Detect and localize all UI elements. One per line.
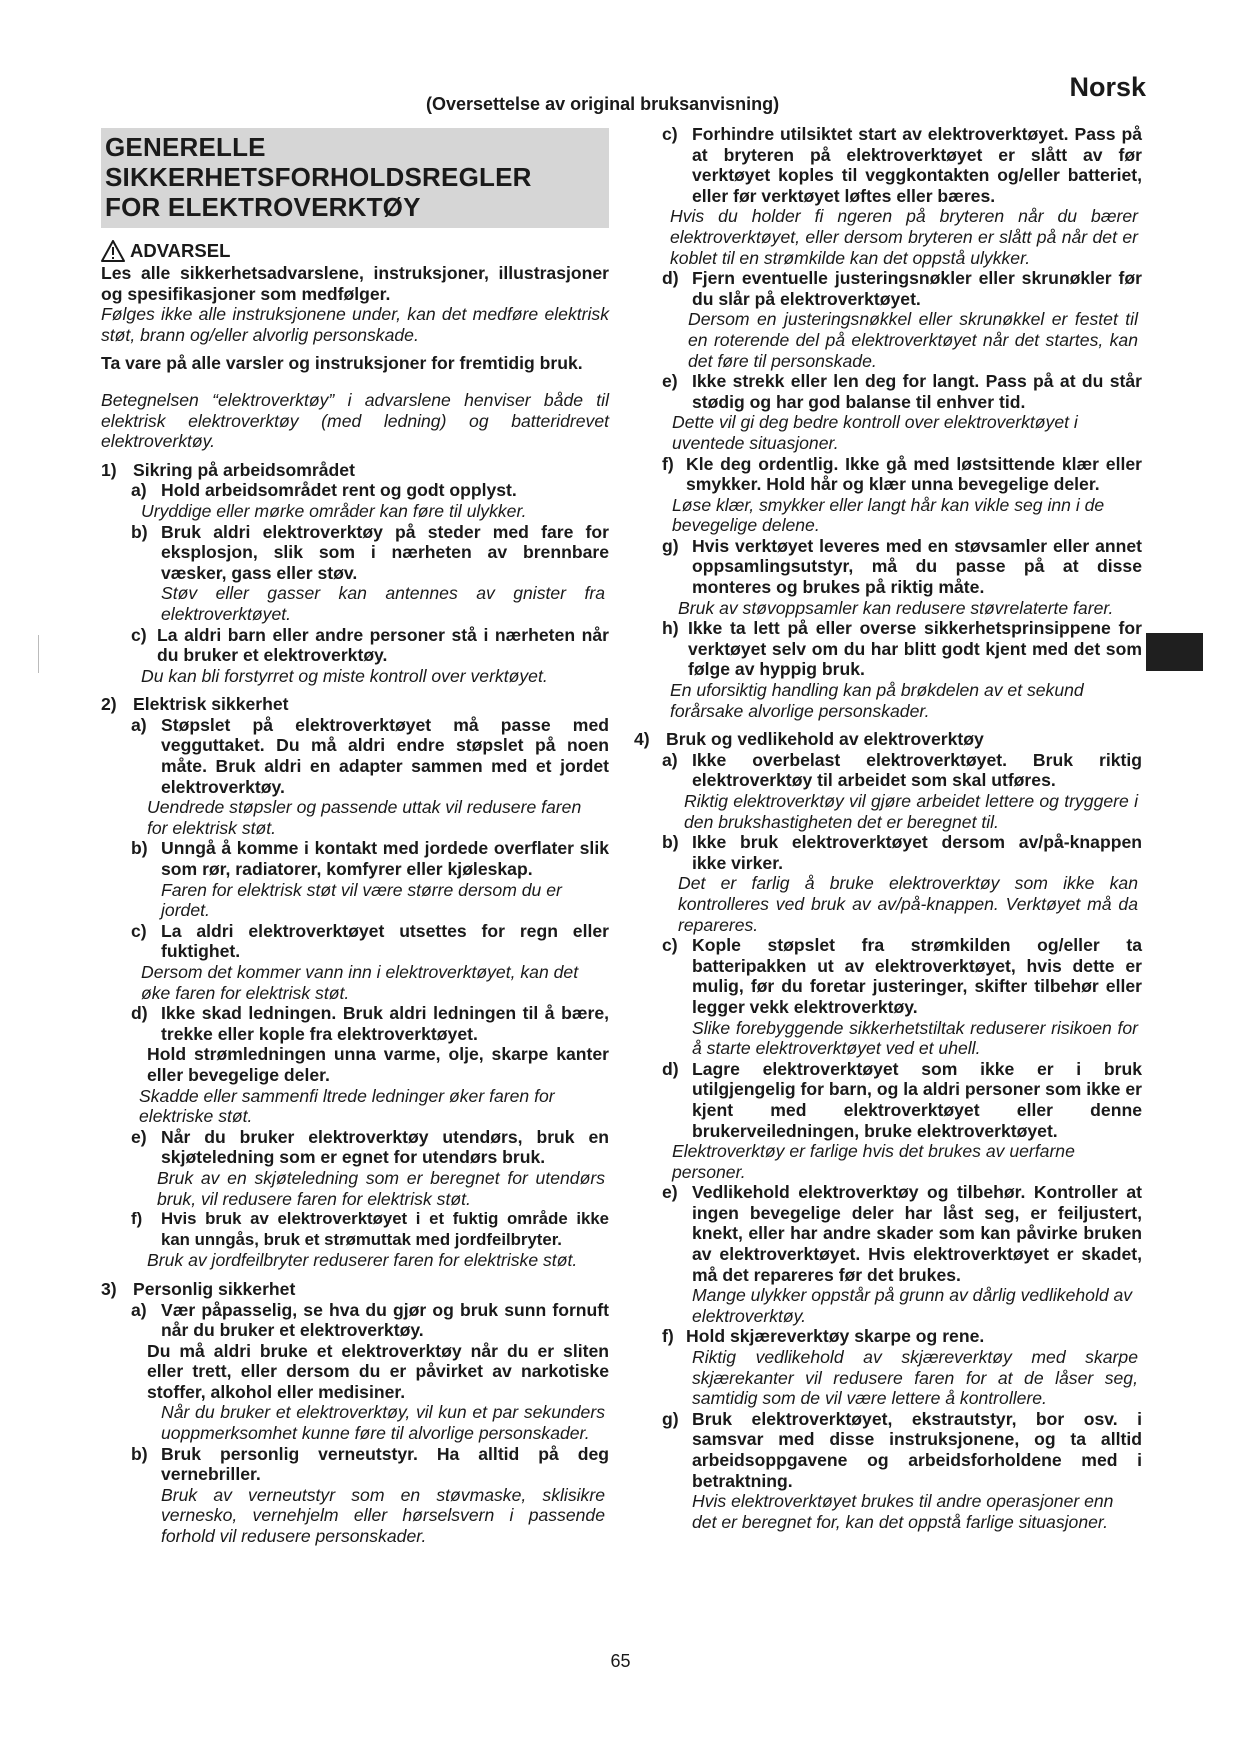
list-item: a) Ikke overbelast elektroverktøyet. Bruk riktig elektroverktøy til arbeidet som skal utføres. — [662, 749, 1142, 791]
warning-heading: ADVARSEL — [101, 240, 609, 262]
list-item: d) Fjern eventuelle justeringsnøkler eller skrunøkler før du slår på elektroverktøyet. — [662, 268, 1142, 309]
list-item: c) La aldri barn eller andre personer stå i nærheten når du bruker et elektroverktøy. — [131, 624, 609, 666]
list-item: a) Vær påpasselig, se hva du gjør og bruk sunn fornuft når du bruker et elektroverktøy. — [131, 1299, 609, 1341]
list-item: d) Lagre elektroverktøyet som ikke er i bruk utilgjengelig for barn, og la aldri personer som ikke er kjent med elektroverktøyet eller denne brukerveiledningen, bruke elektroverktøyet. — [662, 1058, 1142, 1141]
warning-bold-text: Les alle sikkerhetsadvarslene, instruksjoner, illustrasjoner og spesifikasjoner som medfølger. — [101, 263, 609, 304]
list-item: f) Kle deg ordentlig. Ikke gå med løstsittende klær eller smykker. Hold hår og klær unna bevegelige deler. — [662, 453, 1142, 495]
list-item: e) Vedlikehold elektroverktøy og tilbehør. Kontroller at ingen bevegelige deler har låst seg, er feiljustert, knekt, eller har andre skader som kan påvirke bruken av elektroverktøyet. Hvis elektroverktøyet er skadet, må det repareres før det brukes. — [662, 1182, 1142, 1285]
language-thumb-tab — [1146, 633, 1203, 671]
section-3-title: 3) Personlig sikkerhet — [101, 1278, 296, 1299]
list-item: f) Hold skjæreverktøy skarpe og rene. — [662, 1326, 985, 1347]
right-column: c) Forhindre utilsiktet start av elektroverktøyet. Pass på at bryteren på elektroverktøyet er slått av før verktøyet koples til veggkontakten og/eller batteriet, eller før verktøyet løftes eller bæres. Hvis du holder fi ngeren på bryteren når du bærer elektroverktøyet, eller dersom bryteren er slått på når det er koblet til en strømkilde kan det oppstå ulykker. d) Fjern eventuelle justeringsnøkler eller skrunøkler før du slår på elektroverktøyet. Dersom en justeringsnøkkel eller skrunøkkel er festet til en roterende del på elektroverktøyet når det startes, kan det føre til personskade. e) Ikke strekk eller len deg for langt. Pass på at du står stødig og har god balanse til enhver tid. Dette vil gi deg bedre kontroll over elektroverktøyet i uventede situasjoner. f) Kle deg ordentlig. Ikke gå med løstsittende klær eller smykker. Hold hår og klær unna bevegelige deler. Løse klær, smykker eller langt hår kan vikle seg inn i de bevegelige delene. g) Hvis verktøyet leveres med en støvsamler eller annet oppsamlingsutstyr, må du passe på at disse monteres og brukes på riktig måte. Bruk av støvoppsamler kan redusere støvrelaterte farer. h) Ikke ta lett på eller overse sikkerhetsprinsippene for verktøyet selv om du har blitt godt kjent med det som følge av hyppig bruk. En uforsiktig handling kan på brøkdelen av et sekund forårsake alvorlige personskader. 4) Bruk og vedlikehold av elektroverktøy a) Ikke overbelast elektroverktøyet. Bruk riktig elektroverktøy til arbeidet som skal utføres. Riktig elektroverktøy vil gjøre arbeidet lettere og tryggere i den brukshastigheten det er beregnet til. b) Ikke bruk elektroverktøyet dersom av/på-knappen ikke virker. Det er farlig å bruke elektroverktøy som ikke kan kontrolleres ved bruk av av/på-knappen. Verktøyet må da repareres. c) Kople støpslet fra strømkilden og/eller ta batteripakken ut av elektroverktøyet, hvis dette er mulig, før du foretar justeringer, skifter tilbehør eller legger vekk elektroverktøy. Slike forebyggende sikkerhetstiltak reduserer risikoen for å starte elektroverktøyet ved et uhell. d) Lagre elektroverktøyet som ikke er i bruk utilgjengelig for barn, og la aldri personer som ikke er kjent med elektroverktøyet eller denne brukerveiledningen, bruke elektroverktøyet. Elektroverktøy er farlige hvis det brukes av uerfarne personer. e) Vedlikehold elektroverktøy og tilbehør. Kontroller at ingen bevegelige deler har låst seg, er feiljustert, knekt, eller har andre skader som kan påvirke bruken av elektroverktøyet. Hvis elektroverktøyet er skadet, må det repareres før det brukes. Mange ulykker oppstår på grunn av dårlig vedlikehold av elektroverktøy. f) Hold skjæreverktøy skarpe og rene. Riktig vedlikehold av skjæreverktøy med skarpe skjærekanter vil redusere faren for at de låser seg, samtidig som de vil være lettere å kontrollere. g) Bruk elektroverktøyet, ekstrautstyr, bor osv. i samsvar med disse instruksjonene, og ta alltid arbeidsoppgavene og arbeidsforholdene med i betraktning. Hvis elektroverktøyet brukes til andre operasjoner enn det er beregnet for, kan det oppstå farlige situasjoner. — [634, 124, 1142, 1532]
list-item: c) La aldri elektroverktøyet utsettes for regn eller fuktighet. — [131, 920, 609, 962]
section-4-title: 4) Bruk og vedlikehold av elektroverktøy — [634, 729, 984, 750]
list-item: g) Bruk elektroverktøyet, ekstrautstyr, bor osv. i samsvar med disse instruksjonene, og ta alltid arbeidsoppgavene og arbeidsforholdene med i betraktning. — [662, 1408, 1142, 1491]
left-column: GENERELLE SIKKERHETSFORHOLDSREGLER FOR ELEKTROVERKTØY ADVARSEL Les alle sikkerhetsadvarslene, instruksjoner, illustrasjoner og spesifikasjoner som medfølger. Følges ikke alle instruksjonene under, kan det medføre elektrisk støt, brann og/eller alvorlig personskade. Ta vare på alle varsler og instruksjoner for fremtidig bruk. Betegnelsen “elektroverktøy” i advarslene henviser både til elektrisk elektroverktøy (med ledning) og batteridrevet elektroverktøy. 1) Sikring på arbeidsområdet a) Hold arbeidsområdet rent og godt opplyst. Uryddige eller mørke områder kan føre til ulykker. b) Bruk aldri elektroverktøy på steder med fare for eksplosjon, slik som i nærheten av brennbare væsker, gass eller støv. Støv eller gasser kan antennes av gnister fra elektroverktøyet. c) La aldri barn eller andre personer stå i nærheten når du bruker et elektroverktøy. Du kan bli forstyrret og miste kontroll over verktøyet. 2) Elektrisk sikkerhet a) Støpslet på elektroverktøyet må passe med vegguttaket. Du må aldri endre støpslet på noen måte. Bruk aldri en adapter sammen med et jordet elektroverktøy. Uendrede støpsler og passende uttak vil redusere faren for elektrisk støt. b) Unngå å komme i kontakt med jordede overflater slik som rør, radiatorer, komfyrer eller kjøleskap. Faren for elektrisk støt vil være større dersom du er jordet. c) La aldri elektroverktøyet utsettes for regn eller fuktighet. Dersom det kommer vann inn i elektroverktøyet, kan det øke faren for elektrisk støt. d) Ikke skad ledningen. Bruk aldri ledningen til å bære, trekke eller kople fra elektroverktøyet. Hold strømledningen unna varme, olje, skarpe kanter eller bevegelige deler. Skadde eller sammenfi ltrede ledninger øker faren for elektriske støt. e) Når du bruker elektroverktøy utendørs, bruk en skjøteledning som er egnet for utendørs bruk. Bruk av en skjøteledning som er beregnet for utendørs bruk, vil redusere faren for elektrisk støt. f) Hvis bruk av elektroverktøyet i et fuktig område ikke kan unngås, bruk et strømuttak med jordfeilbryter. Bruk av jordfeilbryter reduserer faren for elektriske støt. 3) Personlig sikkerhet a) Vær påpasselig, se hva du gjør og bruk sunn fornuft når du bruker et elektroverktøy. Du må aldri bruke et elektroverktøy når du er sliten eller trett, eller dersom du er påvirket av narkotiske stoffer, alkohol eller medisiner. Når du bruker et elektroverktøy, vil kun et par sekunders uoppmerksomhet kunne føre til alvorlige personskader. b) Bruk personlig verneutstyr. Ha alltid på deg vernebriller. Bruk av verneutstyr som en støvmaske, sklisikre vernesko, vernehjelm eller hørselsvern i passende forhold vil redusere personskader. — [101, 128, 609, 1547]
section-1-title: 1) Sikring på arbeidsområdet — [101, 459, 355, 480]
keep-instructions: Ta vare på alle varsler og instruksjoner for fremtidig bruk. — [101, 353, 583, 374]
margin-mark — [38, 635, 39, 673]
list-item: h) Ikke ta lett på eller overse sikkerhetsprinsippene for verktøyet selv om du har blitt godt kjent med det som følge av hyppig bruk. — [662, 618, 1142, 680]
page-number: 65 — [610, 1651, 631, 1671]
list-item: a) Støpslet på elektroverktøyet må passe med vegguttaket. Du må aldri endre støpslet på noen måte. Bruk aldri en adapter sammen med et jordet elektroverktøy. — [131, 714, 609, 797]
list-item: g) Hvis verktøyet leveres med en støvsamler eller annet oppsamlingsutstyr, må du passe på at disse monteres og brukes på riktig måte. — [662, 535, 1142, 598]
warning-italic-text: Følges ikke alle instruksjonene under, kan det medføre elektrisk støt, brann og/eller alvorlig personskade. — [101, 304, 609, 345]
list-item: b) Ikke bruk elektroverktøyet dersom av/på-knappen ikke virker. — [662, 832, 1142, 873]
list-item: c) Kople støpslet fra strømkilden og/eller ta batteripakken ut av elektroverktøyet, hvis dette er mulig, før du foretar justeringer, skifter tilbehør eller legger vekk elektroverktøy. — [662, 935, 1142, 1017]
list-item: a) Hold arbeidsområdet rent og godt opplyst. — [131, 480, 517, 501]
list-item: c) Forhindre utilsiktet start av elektroverktøyet. Pass på at bryteren på elektroverktøyet er slått av før verktøyet koples til veggkontakten og/eller batteriet, eller før verktøyet løftes eller bæres. — [662, 124, 1142, 206]
section-heading: GENERELLE SIKKERHETSFORHOLDSREGLER FOR ELEKTROVERKTØY — [101, 128, 609, 228]
section-2-title: 2) Elektrisk sikkerhet — [101, 694, 289, 715]
language-label: Norsk — [1069, 72, 1146, 102]
list-item: b) Bruk aldri elektroverktøy på steder med fare for eksplosjon, slik som i nærheten av brennbare væsker, gass eller støv. — [131, 521, 609, 583]
warning-triangle-icon — [101, 240, 125, 262]
list-item: e) Ikke strekk eller len deg for langt. Pass på at du står stødig og har god balanse til enhver tid. — [662, 371, 1142, 412]
definition-text: Betegnelsen “elektroverktøy” i advarslene henviser både til elektrisk elektroverktøy (med ledning) og batteridrevet elektroverktøy. — [101, 389, 609, 452]
translation-subtitle: (Oversettelse av original bruksanvisning) — [426, 94, 780, 114]
list-item: b) Unngå å komme i kontakt med jordede overflater slik som rør, radiatorer, komfyrer eller kjøleskap. — [131, 838, 609, 880]
list-item: e) Når du bruker elektroverktøy utendørs, bruk en skjøteledning som er egnet for utendørs bruk. — [131, 1126, 609, 1168]
list-item: d) Ikke skad ledningen. Bruk aldri ledningen til å bære, trekke eller kople fra elektroverktøyet. — [131, 1003, 609, 1044]
list-item: f) Hvis bruk av elektroverktøyet i et fuktig område ikke kan unngås, bruk et strømuttak med jordfeilbryter. — [131, 1209, 609, 1249]
list-item: b) Bruk personlig verneutstyr. Ha alltid på deg vernebriller. — [131, 1443, 609, 1485]
